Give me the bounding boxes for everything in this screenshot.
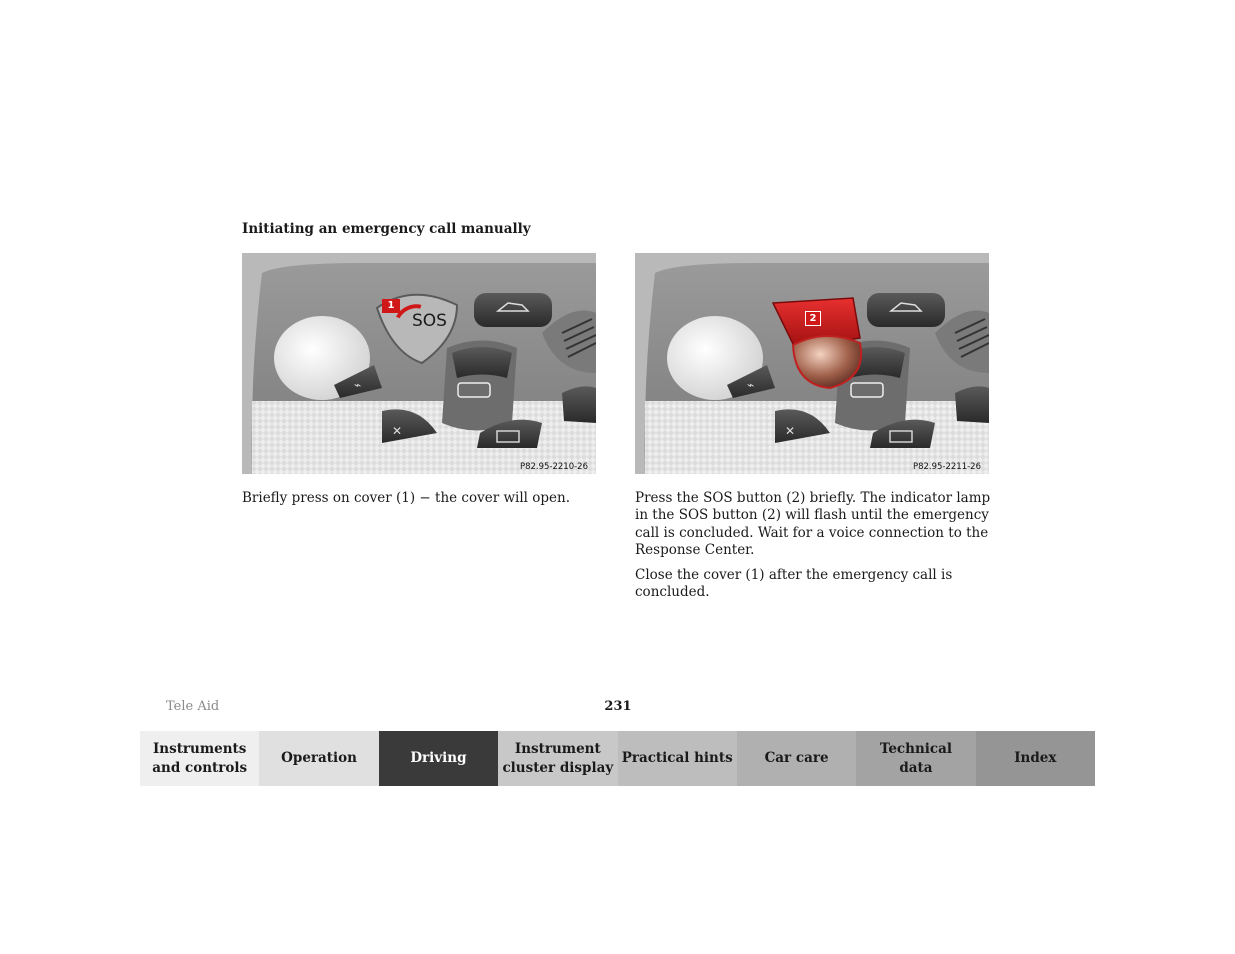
svg-text:✕: ✕: [392, 424, 403, 438]
svg-text:⌁: ⌁: [747, 378, 755, 392]
paragraph: Press the SOS button (2) briefly. The indicator lamp in the SOS button (2) will flash until the emergency call is concluded. Wait for a voice connection to the Response Center.: [635, 490, 991, 558]
overhead-console-illustration: [242, 253, 596, 474]
figure-sos-cover-closed: [242, 253, 596, 474]
nav-tab-practical-hints[interactable]: Practical hints: [618, 731, 737, 786]
overhead-console-illustration: [635, 253, 989, 474]
right-column-text: [635, 490, 991, 610]
svg-text:⌁: ⌁: [354, 378, 362, 392]
nav-tab-car-care[interactable]: Car care: [737, 731, 856, 786]
nav-tab-index[interactable]: Index: [976, 731, 1095, 786]
page-number: 231: [604, 699, 632, 714]
section-heading: Initiating an emergency call manually: [242, 221, 531, 237]
figure-code: P82.95-2211-26: [912, 462, 981, 472]
callout-2: 2: [805, 311, 821, 326]
nav-tab-technical-data[interactable]: Technical data: [856, 731, 975, 786]
chapter-navigation-bar: [140, 731, 1095, 786]
footer-section-name: Tele Aid: [166, 699, 220, 714]
sos-label: SOS: [412, 311, 447, 331]
figure-sos-button-open: [635, 253, 989, 474]
nav-tab-instrument-cluster-display[interactable]: Instrument cluster display: [498, 731, 617, 786]
svg-text:✕: ✕: [785, 424, 796, 438]
paragraph: Close the cover (1) after the emergency call is concluded.: [635, 567, 953, 601]
paragraph: Briefly press on cover (1) − the cover will open.: [242, 490, 571, 506]
nav-tab-driving[interactable]: Driving: [379, 731, 498, 786]
nav-tab-operation[interactable]: Operation: [259, 731, 378, 786]
figure-code: P82.95-2210-26: [519, 462, 588, 472]
callout-1: 1: [382, 299, 400, 313]
left-column-text: [242, 490, 598, 515]
nav-tab-instruments-and-controls[interactable]: Instruments and controls: [140, 731, 259, 786]
